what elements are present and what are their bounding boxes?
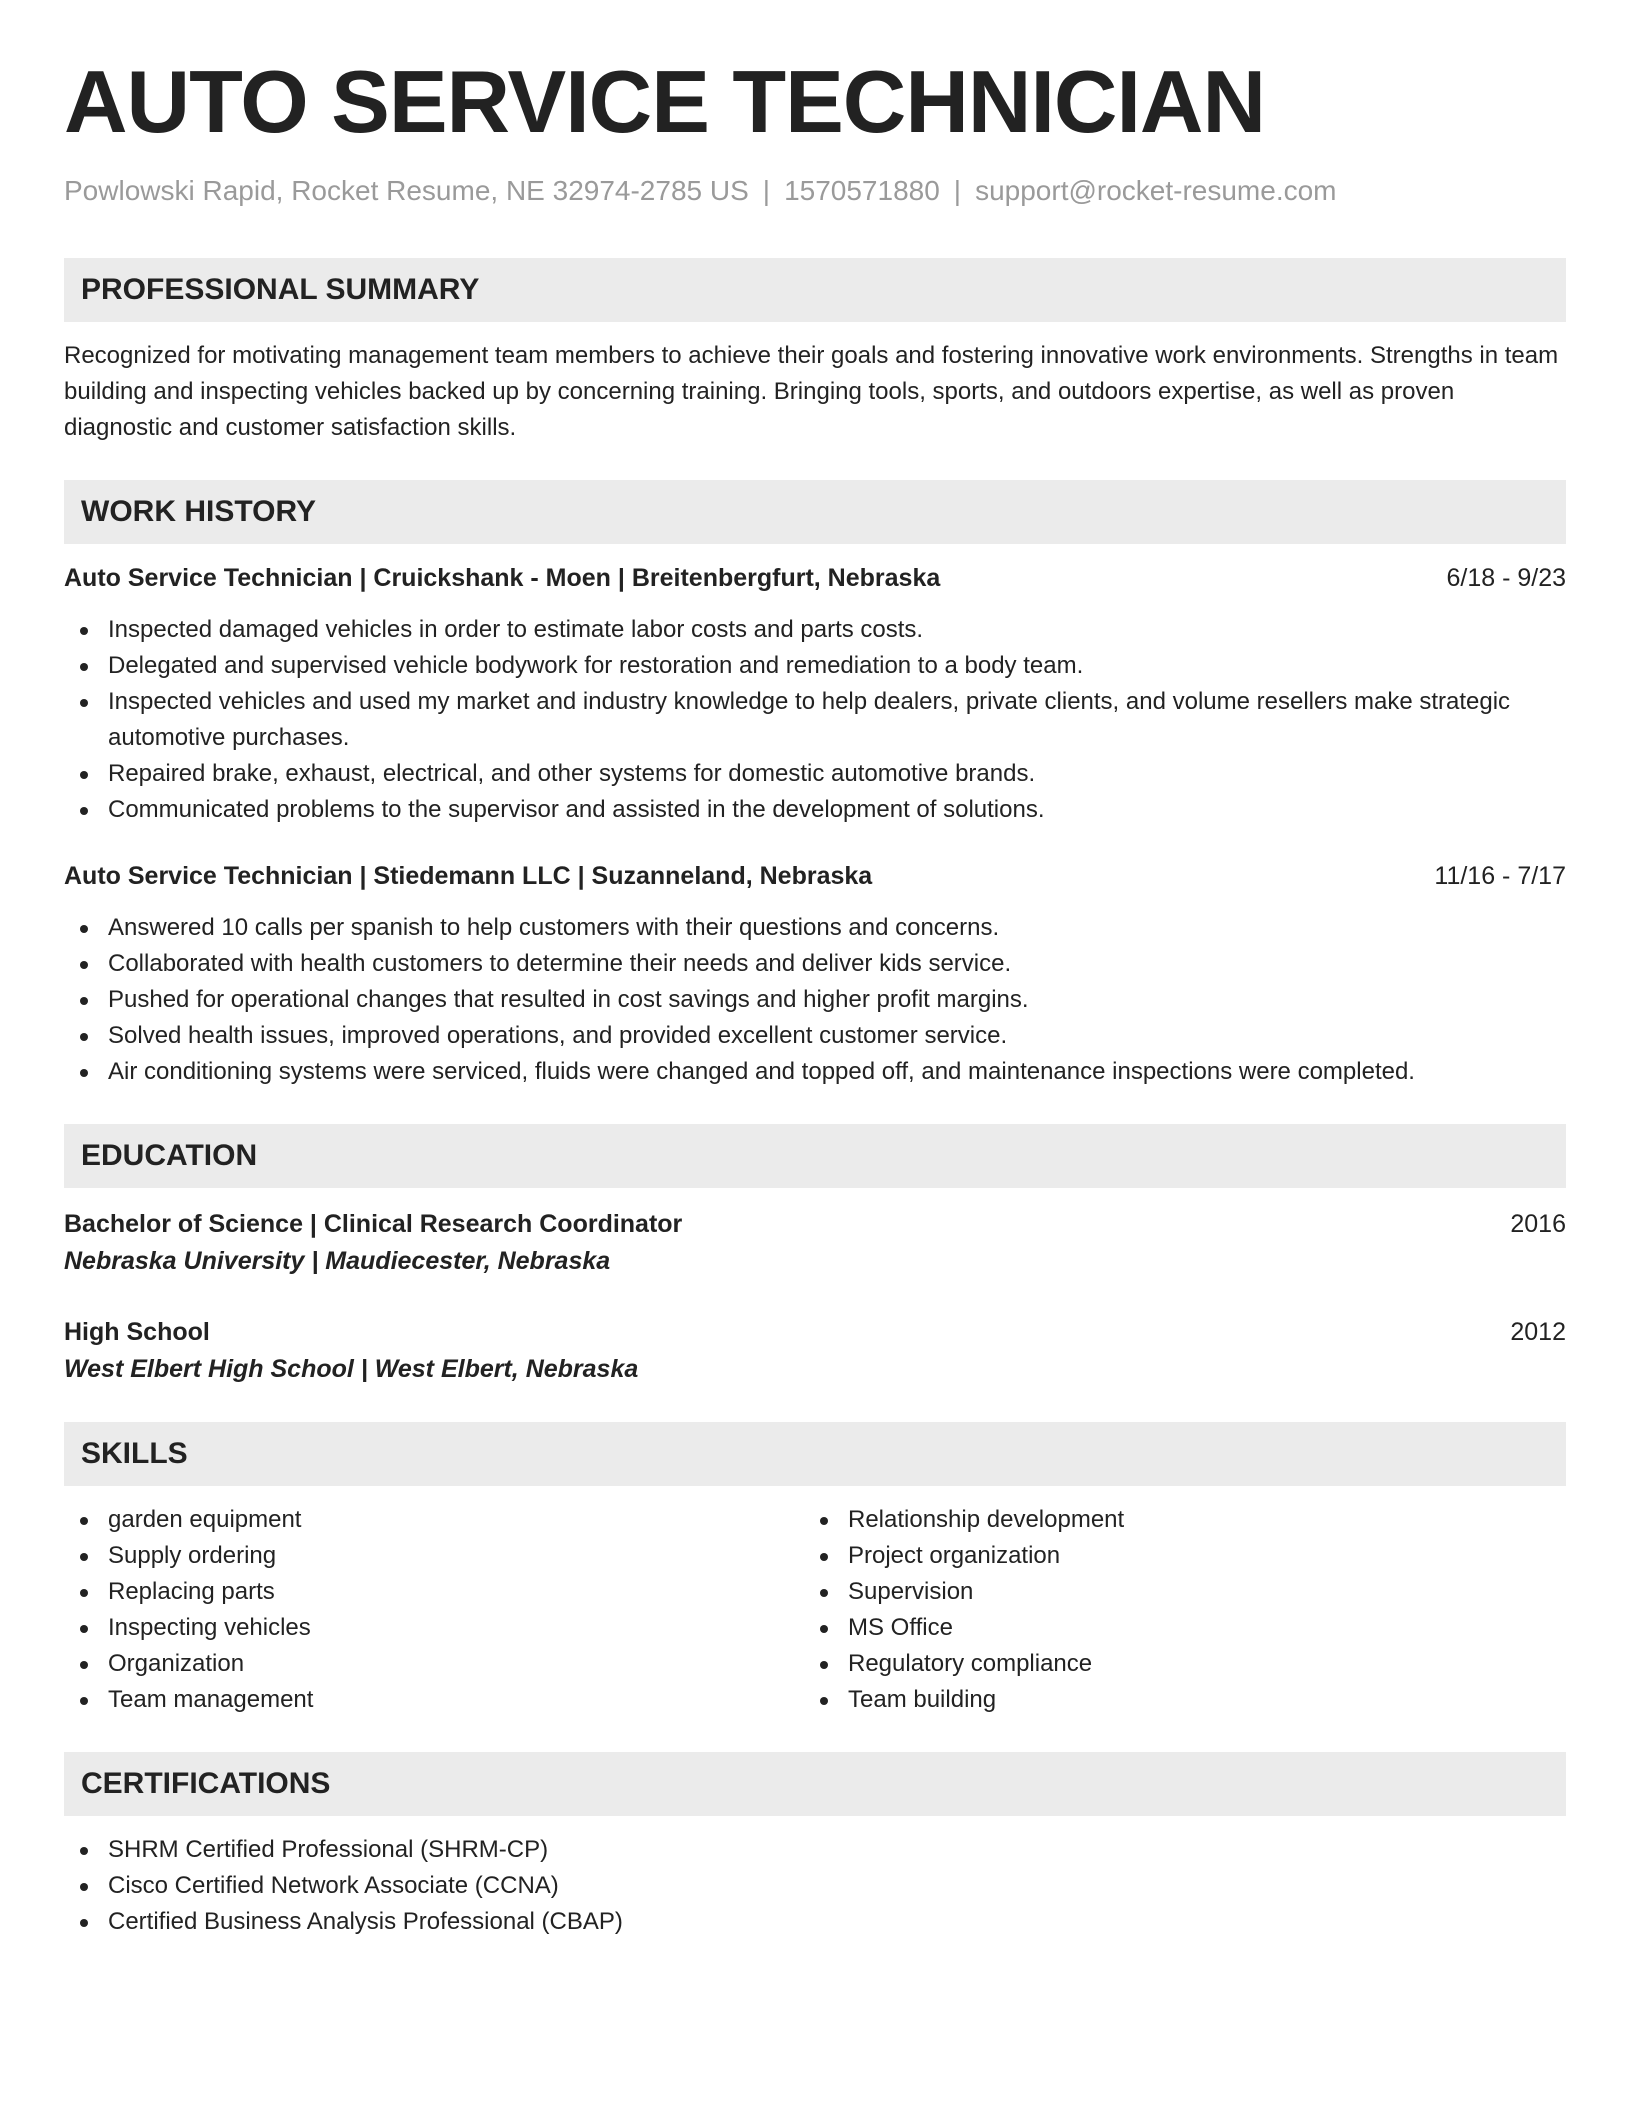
skills-column-left	[64, 1502, 804, 1718]
education-entry	[64, 1206, 1566, 1280]
resume-page	[64, 0, 1566, 1940]
job-header	[64, 858, 1566, 894]
skill-item: Supervision	[804, 1574, 1544, 1610]
summary-text: Recognized for motivating management team members to achieve their goals and fostering innovative work environments. Strengths in team building and inspecting vehicles backed up by concerning training. Bringing tools, sports, and outdoors expertise, as well as proven diagnostic and customer satisfaction skills.	[64, 341, 1559, 441]
job-bullet: Pushed for operational changes that resulted in cost savings and higher profit margins.	[64, 982, 1566, 1018]
education-degree: Bachelor of Science | Clinical Research Coordinator	[64, 1209, 683, 1238]
certification-item: Certified Business Analysis Professional (CBAP)	[64, 1904, 1566, 1940]
education-school: West Elbert High School | West Elbert, Nebraska	[64, 1354, 639, 1383]
certification-item: SHRM Certified Professional (SHRM-CP)	[64, 1832, 1566, 1868]
skill-item: Regulatory compliance	[804, 1646, 1544, 1682]
skill-item: garden equipment	[64, 1502, 804, 1538]
education-heading: EDUCATION	[64, 1124, 1566, 1188]
education-year: 2016	[1510, 1209, 1566, 1238]
job-dates: 11/16 - 7/17	[1434, 861, 1566, 890]
job-bullets	[64, 910, 1566, 1090]
contact-address: Powlowski Rapid, Rocket Resume, NE 32974-2785 US	[64, 175, 749, 206]
education-degree-row	[64, 1314, 1566, 1350]
skills-heading: SKILLS	[64, 1422, 1566, 1486]
job-bullet: Air conditioning systems were serviced, fluids were changed and topped off, and maintenance inspections were completed.	[64, 1054, 1566, 1090]
job-bullet: Collaborated with health customers to determine their needs and deliver kids service.	[64, 946, 1566, 982]
skill-item: MS Office	[804, 1610, 1544, 1646]
job-bullet: Delegated and supervised vehicle bodywork for restoration and remediation to a body team.	[64, 648, 1566, 684]
certifications-list	[64, 1832, 1566, 1940]
education-entry	[64, 1314, 1566, 1388]
job-entry	[64, 858, 1566, 1090]
job-bullet: Repaired brake, exhaust, electrical, and other systems for domestic automotive brands.	[64, 756, 1566, 792]
job-title: Auto Service Technician | Stiedemann LLC | Suzanneland, Nebraska	[64, 861, 873, 890]
contact-phone: 1570571880	[784, 175, 940, 206]
skill-item: Team management	[64, 1682, 804, 1718]
job-bullets	[64, 612, 1566, 828]
job-bullet: Inspected vehicles and used my market and industry knowledge to help dealers, private clients, and volume resellers make strategic automotive purchases.	[64, 684, 1566, 756]
skill-item: Inspecting vehicles	[64, 1610, 804, 1646]
certification-item: Cisco Certified Network Associate (CCNA)	[64, 1868, 1566, 1904]
education-year: 2012	[1510, 1317, 1566, 1346]
education-degree-row	[64, 1206, 1566, 1242]
job-header	[64, 560, 1566, 596]
job-bullet: Solved health issues, improved operations, and provided excellent customer service.	[64, 1018, 1566, 1054]
skills-column-right	[804, 1502, 1544, 1718]
skill-item: Team building	[804, 1682, 1544, 1718]
certifications-heading: CERTIFICATIONS	[64, 1752, 1566, 1816]
skill-item: Replacing parts	[64, 1574, 804, 1610]
contact-separator: |	[762, 175, 771, 206]
contact-separator: |	[953, 175, 962, 206]
job-entry	[64, 560, 1566, 828]
job-title: Auto Service Technician | Cruickshank - Moen | Breitenbergfurt, Nebraska	[64, 563, 941, 592]
contact-email[interactable]: support@rocket-resume.com	[975, 175, 1337, 206]
summary-heading: PROFESSIONAL SUMMARY	[64, 258, 1566, 322]
job-bullet: Inspected damaged vehicles in order to estimate labor costs and parts costs.	[64, 612, 1566, 648]
work-history-heading: WORK HISTORY	[64, 480, 1566, 544]
contact-line	[64, 174, 1566, 208]
skills-grid	[64, 1502, 1566, 1718]
skill-item: Organization	[64, 1646, 804, 1682]
job-dates: 6/18 - 9/23	[1446, 563, 1566, 592]
skill-item: Supply ordering	[64, 1538, 804, 1574]
skill-item: Project organization	[804, 1538, 1544, 1574]
education-degree: High School	[64, 1317, 210, 1346]
job-bullet: Answered 10 calls per spanish to help customers with their questions and concerns.	[64, 910, 1566, 946]
job-bullet: Communicated problems to the supervisor and assisted in the development of solutions.	[64, 792, 1566, 828]
resume-title: AUTO SERVICE TECHNICIAN	[64, 52, 1266, 151]
education-school: Nebraska University | Maudiecester, Nebraska	[64, 1246, 611, 1275]
skill-item: Relationship development	[804, 1502, 1544, 1538]
